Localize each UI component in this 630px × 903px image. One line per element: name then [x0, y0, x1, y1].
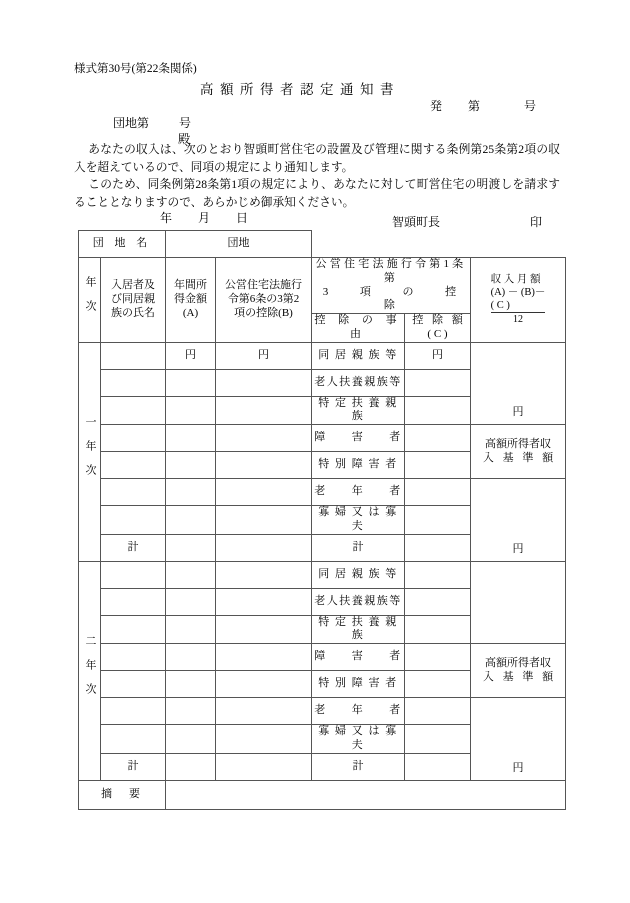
monthly-income-denominator: 12	[491, 312, 546, 326]
issue-number-line	[430, 97, 536, 114]
year1-name-cell-6[interactable]	[101, 479, 166, 506]
year1-law-deduction-blank[interactable]	[216, 479, 312, 506]
high-income-standard-l1: 高額所得者収	[485, 656, 551, 669]
year1-law-deduction-blank[interactable]	[216, 396, 312, 425]
header-resident-name-l1: 入居者及	[111, 279, 155, 292]
year2-high-income-standard-label	[471, 644, 566, 698]
header-resident-name-l3: 族の氏名	[111, 306, 155, 319]
spacer-cell	[312, 231, 405, 258]
remarks-row	[79, 780, 566, 809]
year1-deduction-amount-6[interactable]	[405, 479, 471, 506]
spacer-cell	[471, 231, 566, 258]
body-paragraph-1-text: あなたの収入は、次のとおり智頭町営住宅の設置及び管理に関する条例第25条第2項の収入を超えているので、同項の規定により通知します。	[74, 143, 560, 174]
year2-deduction-reason-6: 老 年 者	[312, 698, 405, 725]
issue-dai-label: 第	[468, 99, 481, 113]
year2-deduction-amount-1[interactable]	[405, 561, 471, 588]
document-title: 高額所得者認定通知書	[200, 82, 400, 97]
year1-total-law-deduction[interactable]	[216, 534, 312, 561]
year2-deduction-total-value[interactable]	[405, 753, 471, 780]
danchi-gou-label: 号	[179, 116, 192, 130]
danchi-dai-label: 団地第	[113, 116, 150, 130]
header-monthly-income	[471, 258, 566, 343]
year1-high-income-standard-value[interactable]	[471, 479, 566, 562]
year2-deduction-amount-7[interactable]	[405, 725, 471, 754]
year1-annual-income-blank[interactable]	[166, 396, 216, 425]
danchi-name-label: 団 地 名	[79, 231, 166, 258]
year1-deduction-total-value[interactable]	[405, 534, 471, 561]
year1-label-cell	[79, 342, 101, 561]
remarks-value[interactable]	[166, 780, 566, 809]
header-year-label: 年次	[84, 275, 96, 324]
header-deduction-amount-l2: ( C )	[427, 327, 448, 340]
year2-name-cell-4[interactable]	[101, 644, 166, 671]
year1-high-income-standard-label	[471, 425, 566, 479]
income-certification-table	[78, 230, 566, 810]
high-income-standard-l1: 高額所得者収	[485, 437, 551, 450]
year1-deduction-amount-3[interactable]	[405, 396, 471, 425]
year1-row-4	[79, 425, 566, 452]
monthly-income-formula	[489, 272, 548, 327]
year1-law-deduction-blank[interactable]	[216, 452, 312, 479]
header-order-deduction-title	[312, 258, 488, 314]
year2-deduction-total-label: 計	[312, 753, 405, 780]
year2-law-deduction-cell[interactable]	[216, 561, 312, 588]
year1-monthly-income-cell[interactable]	[471, 342, 566, 425]
year1-total-annual-income[interactable]	[166, 534, 216, 561]
header-order-deduction-l1: 公営住宅法施行令第1条第	[315, 258, 467, 284]
header-law-deduction	[216, 258, 312, 343]
year2-law-deduction-blank[interactable]	[216, 588, 312, 615]
year2-deduction-reason-3: 特 定 扶 養 親 族	[312, 615, 405, 644]
year2-name-cell-6[interactable]	[101, 698, 166, 725]
year1-total-label: 計	[101, 534, 166, 561]
year2-name-cell-2[interactable]	[101, 588, 166, 615]
header-year	[79, 258, 101, 343]
header-annual-income	[166, 258, 216, 343]
year2-deduction-amount-5[interactable]	[405, 671, 471, 698]
body-paragraph-2-text: このため、同条例第28条第1項の規定により、あなたに対して町営住宅の明渡しを請求することとなりますので、あらかじめ御承知ください。	[74, 178, 560, 209]
date-year-label: 年	[160, 211, 173, 225]
form-number: 様式第30号(第22条関係)	[74, 63, 197, 75]
year1-law-deduction-cell[interactable]	[216, 342, 312, 369]
table-header-row-1	[79, 258, 566, 314]
header-resident-name-l2: び同居親	[111, 292, 155, 305]
header-deduction-reason: 控 除 の 事 由	[312, 314, 405, 343]
year2-deduction-amount-4[interactable]	[405, 644, 471, 671]
spacer-cell	[405, 231, 471, 258]
year2-row-4	[79, 644, 566, 671]
year1-deduction-reason-7: 寡 婦 又 は 寡 夫	[312, 506, 405, 535]
yen-symbol: 円	[258, 348, 269, 361]
year1-row-1	[79, 342, 566, 369]
year1-name-cell-5[interactable]	[101, 452, 166, 479]
year2-monthly-income-cell[interactable]	[471, 561, 566, 644]
header-order-deduction-l2: 3 項 の 控 除	[322, 285, 488, 312]
year2-law-deduction-blank[interactable]	[216, 644, 312, 671]
year1-deduction-reason-5: 特 別 障 害 者	[312, 452, 405, 479]
mayor-title: 智頭町長	[392, 215, 441, 229]
year2-annual-income-blank[interactable]	[166, 698, 216, 725]
date-line	[160, 209, 248, 226]
year2-total-label: 計	[101, 753, 166, 780]
yen-symbol: 円	[432, 348, 443, 361]
year2-law-deduction-blank[interactable]	[216, 698, 312, 725]
body-paragraph-2	[74, 176, 560, 211]
year2-total-law-deduction[interactable]	[216, 753, 312, 780]
year2-total-annual-income[interactable]	[166, 753, 216, 780]
header-deduction-amount-l1: 控 除 額	[412, 314, 466, 326]
year1-label: 一年次	[84, 415, 96, 488]
year2-deduction-reason-4: 障 害 者	[312, 644, 405, 671]
monthly-income-label: 収 入 月 額	[490, 274, 541, 286]
monthly-income-numerator-1: (A) － (B)－	[490, 287, 546, 299]
addressee-honorific: 殿	[178, 132, 191, 146]
year1-annual-income-blank[interactable]	[166, 479, 216, 506]
header-resident-name	[101, 258, 166, 343]
year2-row-1	[79, 561, 566, 588]
year1-annual-income-cell[interactable]	[166, 342, 216, 369]
high-income-standard-l2: 入 基 準 額	[482, 451, 557, 464]
year1-name-cell-4[interactable]	[101, 425, 166, 452]
header-annual-income-l2: 得金額	[174, 292, 207, 305]
year1-deduction-reason-2: 老人扶養親族等	[312, 369, 405, 396]
year1-row-6	[79, 479, 566, 506]
year2-label-cell	[79, 561, 101, 780]
monthly-income-numerator-2: ( C )	[490, 300, 510, 312]
header-annual-income-l1: 年間所	[174, 279, 207, 292]
year1-name-cell-2[interactable]	[101, 369, 166, 396]
year2-deduction-amount-3[interactable]	[405, 615, 471, 644]
yen-symbol: 円	[512, 761, 524, 774]
year2-annual-income-blank[interactable]	[166, 644, 216, 671]
year2-law-deduction-blank[interactable]	[216, 615, 312, 644]
year2-deduction-reason-5: 特 別 障 害 者	[312, 671, 405, 698]
income-certification-table-wrap	[78, 230, 565, 810]
year1-name-cell-1[interactable]	[101, 342, 166, 369]
year2-annual-income-blank[interactable]	[166, 615, 216, 644]
year1-deduction-total-label: 計	[312, 534, 405, 561]
year1-deduction-amount-2[interactable]	[405, 369, 471, 396]
year2-name-cell-3[interactable]	[101, 615, 166, 644]
remarks-label: 摘 要	[79, 780, 166, 809]
seal-mark: 印	[530, 215, 543, 229]
year1-annual-income-blank[interactable]	[166, 369, 216, 396]
year2-row-6	[79, 698, 566, 725]
date-month-label: 月	[198, 211, 211, 225]
year1-annual-income-blank[interactable]	[166, 506, 216, 535]
year1-name-cell-7[interactable]	[101, 506, 166, 535]
year1-deduction-reason-3: 特 定 扶 養 親 族	[312, 396, 405, 425]
year1-deduction-reason-4: 障 害 者	[312, 425, 405, 452]
year2-high-income-standard-value[interactable]	[471, 698, 566, 781]
high-income-standard-l2: 入 基 準 額	[482, 670, 557, 683]
header-law-deduction-l1: 公営住宅法施行	[225, 279, 302, 292]
yen-symbol: 円	[185, 348, 196, 361]
year1-law-deduction-blank[interactable]	[216, 369, 312, 396]
year2-deduction-amount-2[interactable]	[405, 588, 471, 615]
year1-annual-income-blank[interactable]	[166, 425, 216, 452]
header-deduction-amount	[405, 314, 471, 343]
year1-law-deduction-blank[interactable]	[216, 506, 312, 535]
year1-deduction-reason-1: 同 居 親 族 等	[312, 342, 405, 369]
body-paragraph-1	[74, 141, 560, 176]
header-law-deduction-l3: 項の控除(B)	[234, 306, 293, 319]
year1-deduction-amount-7[interactable]	[405, 506, 471, 535]
year1-annual-income-blank[interactable]	[166, 452, 216, 479]
year2-deduction-reason-7: 寡 婦 又 は 寡 夫	[312, 725, 405, 754]
year1-deduction-amount-4[interactable]	[405, 425, 471, 452]
year1-deduction-amount-1[interactable]	[405, 342, 471, 369]
danchi-name-value[interactable]: 団地	[166, 231, 312, 258]
issue-gou-label: 号	[524, 99, 537, 113]
year2-law-deduction-blank[interactable]	[216, 671, 312, 698]
year2-law-deduction-blank[interactable]	[216, 725, 312, 754]
year1-law-deduction-blank[interactable]	[216, 425, 312, 452]
year2-name-cell-5[interactable]	[101, 671, 166, 698]
year2-label: 二年次	[84, 634, 96, 707]
yen-symbol: 円	[512, 542, 524, 555]
mayor-signature-line	[392, 213, 542, 230]
date-day-label: 日	[236, 211, 249, 225]
year1-deduction-amount-5[interactable]	[405, 452, 471, 479]
danchi-name-row	[79, 231, 566, 258]
year1-deduction-reason-6: 老 年 者	[312, 479, 405, 506]
year2-annual-income-blank[interactable]	[166, 725, 216, 754]
header-law-deduction-l2: 令第6条の3第2	[227, 292, 300, 305]
header-annual-income-l3: (A)	[182, 306, 199, 319]
year2-name-cell-1[interactable]	[101, 561, 166, 588]
issue-hatsu-label: 発	[430, 99, 443, 113]
year2-annual-income-blank[interactable]	[166, 671, 216, 698]
year2-name-cell-7[interactable]	[101, 725, 166, 754]
year2-deduction-amount-6[interactable]	[405, 698, 471, 725]
danchi-number-line	[113, 114, 191, 131]
year1-name-cell-3[interactable]	[101, 396, 166, 425]
year2-deduction-reason-2: 老人扶養親族等	[312, 588, 405, 615]
year2-deduction-reason-1: 同 居 親 族 等	[312, 561, 405, 588]
year2-annual-income-cell[interactable]	[166, 561, 216, 588]
yen-symbol: 円	[512, 406, 524, 419]
year2-annual-income-blank[interactable]	[166, 588, 216, 615]
